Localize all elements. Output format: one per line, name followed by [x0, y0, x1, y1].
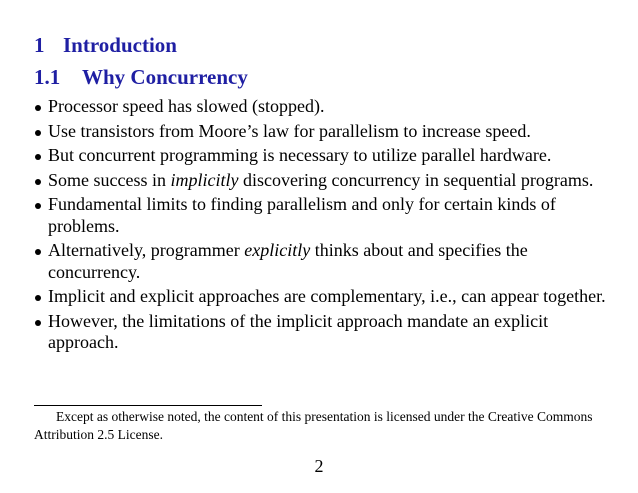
bullet-list: [34, 96, 614, 357]
bullet-item: Implicit and explicit approaches are complementary, i.e., can appear together.: [34, 286, 614, 308]
bullet-item: But concurrent programming is necessary to utilize parallel hardware.: [34, 145, 614, 167]
bullet-item: However, the limitations of the implicit approach mandate an explicit approach.: [34, 311, 614, 354]
section-heading: [34, 33, 177, 58]
bullet-item: Alternatively, programmer explicitly thinks about and specifies the concurrency.: [34, 240, 614, 283]
bullet-item: Processor speed has slowed (stopped).: [34, 96, 614, 118]
bullet-item: Use transistors from Moore’s law for parallelism to increase speed.: [34, 121, 614, 143]
subsection-heading: [34, 65, 248, 90]
section-number: 1: [34, 33, 45, 57]
subsection-number: 1.1: [34, 65, 61, 89]
bullet-item: Some success in implicitly discovering concurrency in sequential programs.: [34, 170, 614, 192]
emphasis: implicitly: [170, 169, 239, 190]
bullet-item: Fundamental limits to finding parallelism and only for certain kinds of problems.: [34, 194, 614, 237]
footnote: Except as otherwise noted, the content of this presentation is licensed under the Creative Commons Attribution 2.5 License.: [34, 409, 593, 442]
page-number: 2: [314, 456, 324, 476]
footnote-rule: [34, 405, 262, 406]
subsection-title: Why Concurrency: [82, 65, 248, 89]
section-title: Introduction: [63, 33, 177, 57]
emphasis: explicitly: [244, 240, 311, 260]
